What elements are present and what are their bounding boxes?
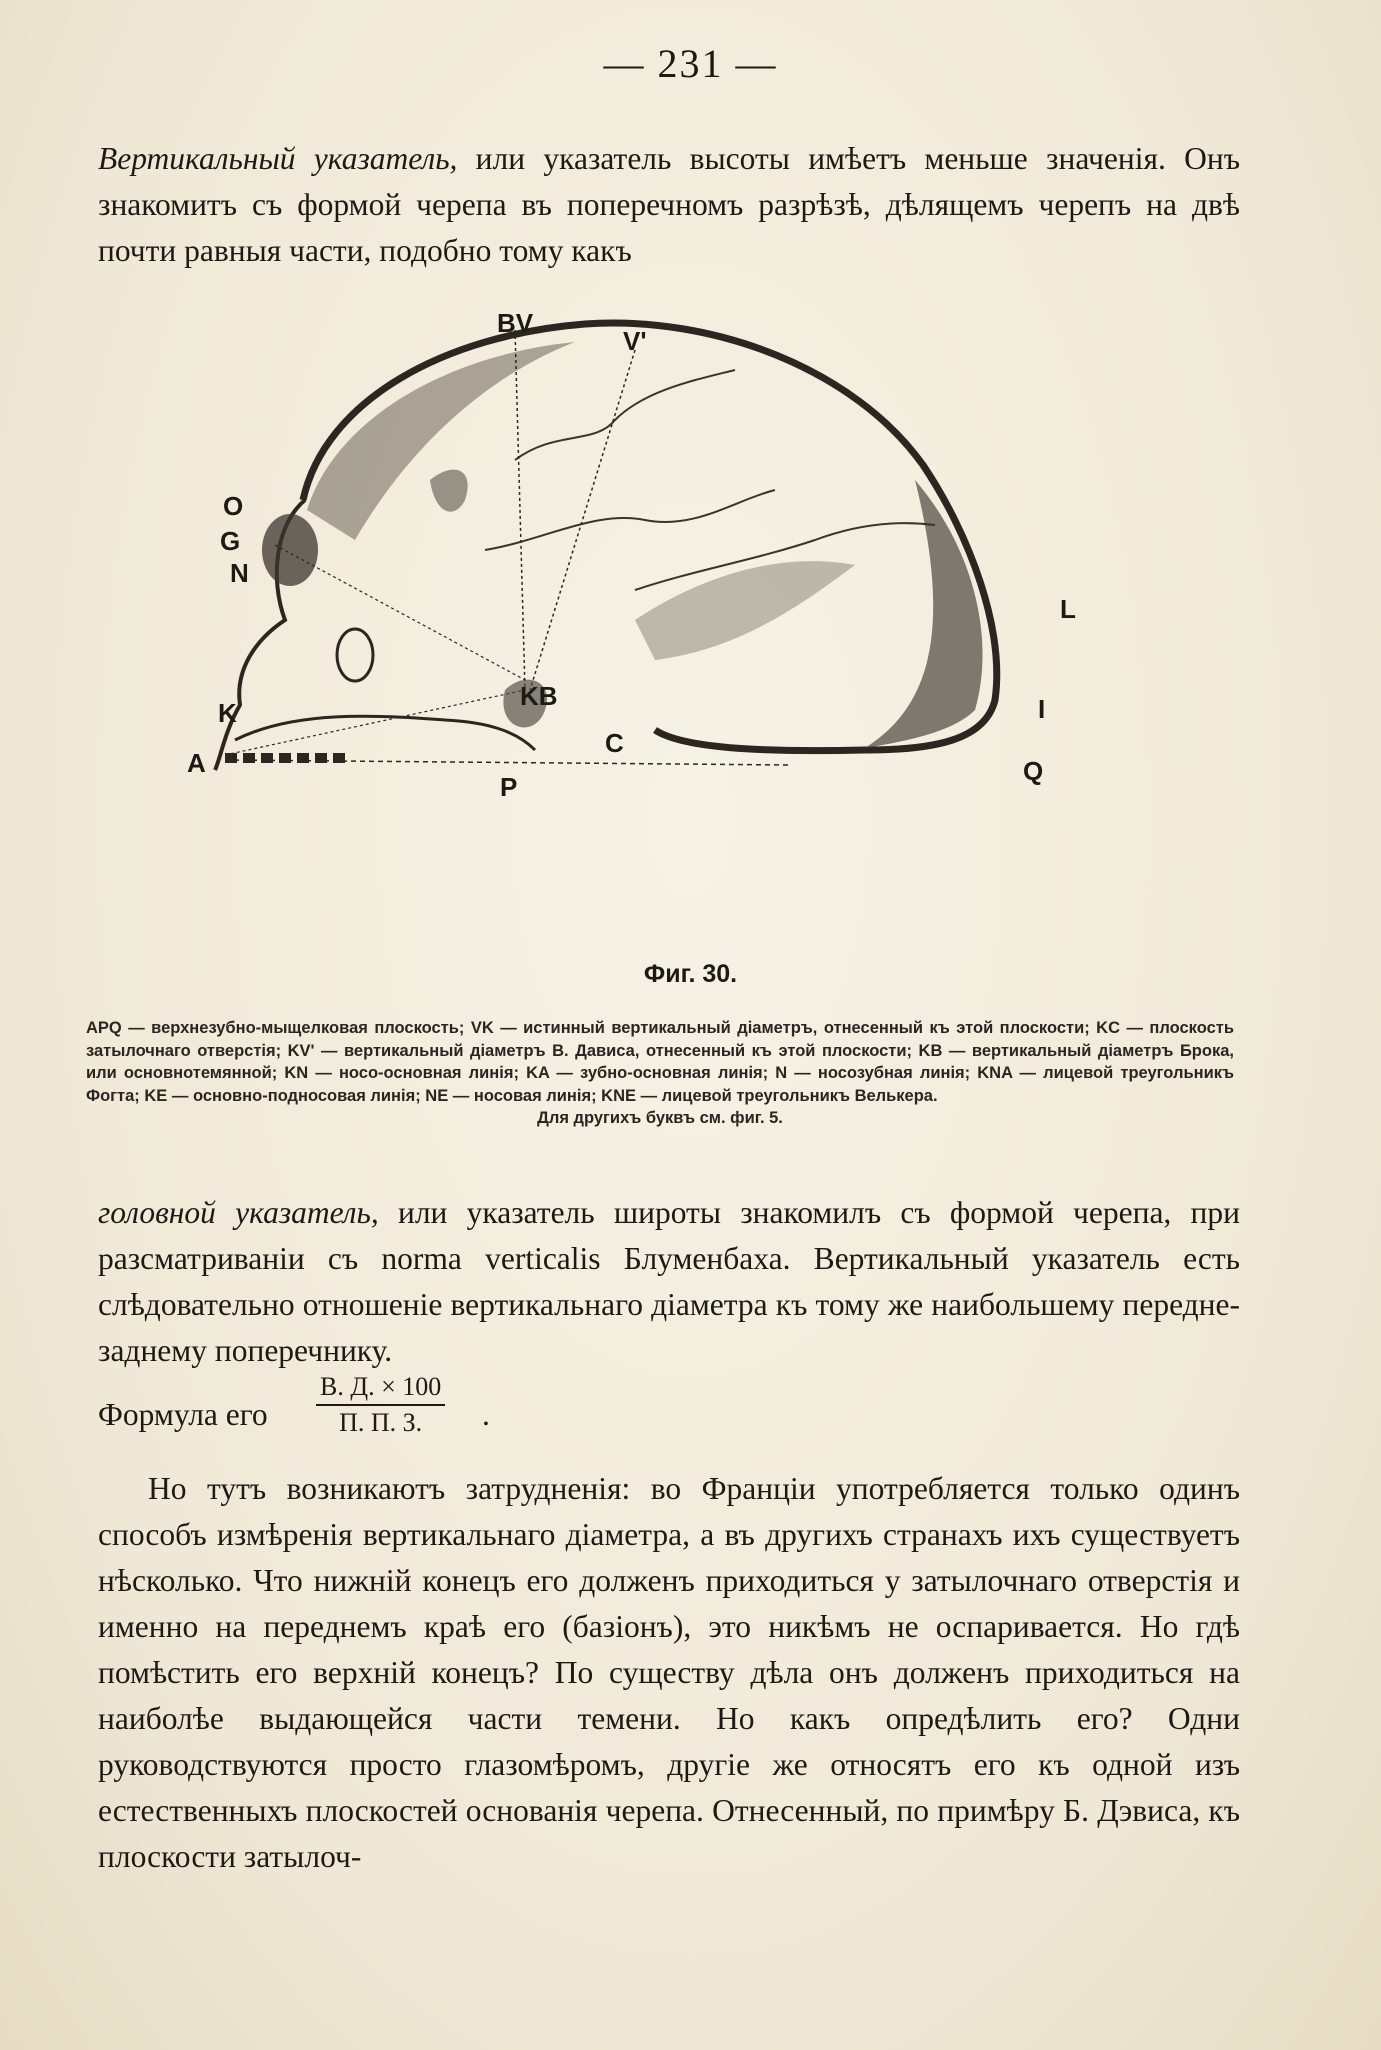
figure-caption	[86, 1017, 1234, 1130]
label-l: L	[1060, 594, 1076, 624]
paragraph-2-text: или указатель широты знакомилъ съ формой черепа, при разсматриваніи съ norma verticalis Блуменбаха. Вертикальный указатель есть слѣдовательно отношеніе вертикальнаго діаметра къ тому же наибольшему передне-заднему поперечнику.	[98, 1195, 1240, 1368]
paragraph-3	[98, 1466, 1240, 1880]
ear-opening	[337, 629, 373, 681]
nasobasal-line	[275, 545, 525, 680]
formula-numerator: В. Д. × 100	[316, 1372, 445, 1406]
term-head-index: головной указатель,	[98, 1195, 379, 1230]
suture-line-2	[485, 490, 775, 550]
term-vertical-index: Вертикальный указатель,	[98, 141, 458, 176]
vertical-diameter-line	[515, 330, 525, 690]
label-c: C	[605, 728, 624, 758]
label-k: K	[218, 698, 237, 728]
paragraph-3-text: Но тутъ возникаютъ затрудненія: во Франціи употребляется только одинъ способъ измѣренія вертикальнаго діаметра, а въ другихъ странахъ ихъ существуетъ нѣсколько. Что нижній конецъ его долженъ приходиться у затылочнаго отверстія и именно на переднемъ краѣ его (базіонъ), это никѣмъ не оспаривается. Но гдѣ помѣстить его верхній конецъ? По существу дѣла онъ долженъ приходиться на наиболѣе выдающейся части темени. Но какъ опредѣлить его? Одни руководствуются просто глазомѣромъ, другіе же относятъ его къ одной изъ естественныхъ плоскостей основанія черепа. Отнесенный, по примѣру Б. Дэвиса, къ плоскости затылоч-	[98, 1471, 1240, 1874]
orbit	[262, 514, 318, 586]
skull-illustration	[187, 308, 1085, 930]
label-i: I	[1038, 694, 1046, 724]
suture-line-1	[515, 370, 735, 460]
formula-label: Формула его	[98, 1397, 268, 1432]
paragraph-1-text: или указатель высоты имѣетъ меньше значенія. Онъ знакомитъ съ формой черепа въ поперечномъ разрѣзѣ, дѣлящемъ черепъ на двѣ почти равныя части, подобно тому какъ	[98, 141, 1240, 268]
label-n: N	[230, 558, 249, 588]
skull-figure	[187, 308, 1085, 930]
paragraph-1	[98, 136, 1240, 274]
temporal-shading	[635, 561, 855, 660]
label-v-prime: V'	[623, 326, 647, 356]
skull-occipital-shading	[865, 480, 983, 748]
label-o: O	[223, 491, 244, 521]
figure-title: Фиг. 30.	[643, 960, 738, 988]
figure-caption-text: APQ — верхнезубно-мыщелковая плоскость; VK — истинный вертикальный діаметръ, отнесенный къ этой плоскости; KC — плоскость затылочнаго отверстія; KV' — вертикальный діаметръ В. Дависа, отнесенный къ этой плоскости; KB — вертикальный діаметръ Брока, или основнотемянной; KN — носо-основная линія; KA — зубно-основная линія; N — носозубная линія; KNA — лицевой треугольникъ Фогта; KE — основно-подносовая линія; NE — носовая линія; KNE — лицевой треугольникъ Велькера.	[86, 1019, 1234, 1105]
label-g: G	[220, 526, 241, 556]
formula-end: .	[482, 1397, 490, 1432]
jaw-line	[235, 716, 535, 750]
plane-apq-line	[225, 760, 790, 765]
davis-diameter-line	[530, 350, 635, 690]
paragraph-2	[98, 1190, 1240, 1440]
formula-denominator: П. П. З.	[339, 1408, 423, 1437]
page-number: — 231 —	[603, 41, 778, 86]
label-q: Q	[1023, 756, 1044, 786]
label-a: A	[187, 748, 206, 778]
skull-vault-outline	[303, 323, 997, 751]
formula	[98, 1372, 1240, 1440]
label-kb: KB	[520, 681, 558, 711]
label-bv: BV	[497, 308, 534, 338]
frontal-shading	[430, 470, 468, 512]
label-p: P	[500, 772, 518, 802]
figure-caption-end: Для другихъ буквъ см. фиг. 5.	[537, 1109, 783, 1127]
formula-fraction	[316, 1372, 445, 1438]
skull-inner-shading	[307, 342, 575, 540]
